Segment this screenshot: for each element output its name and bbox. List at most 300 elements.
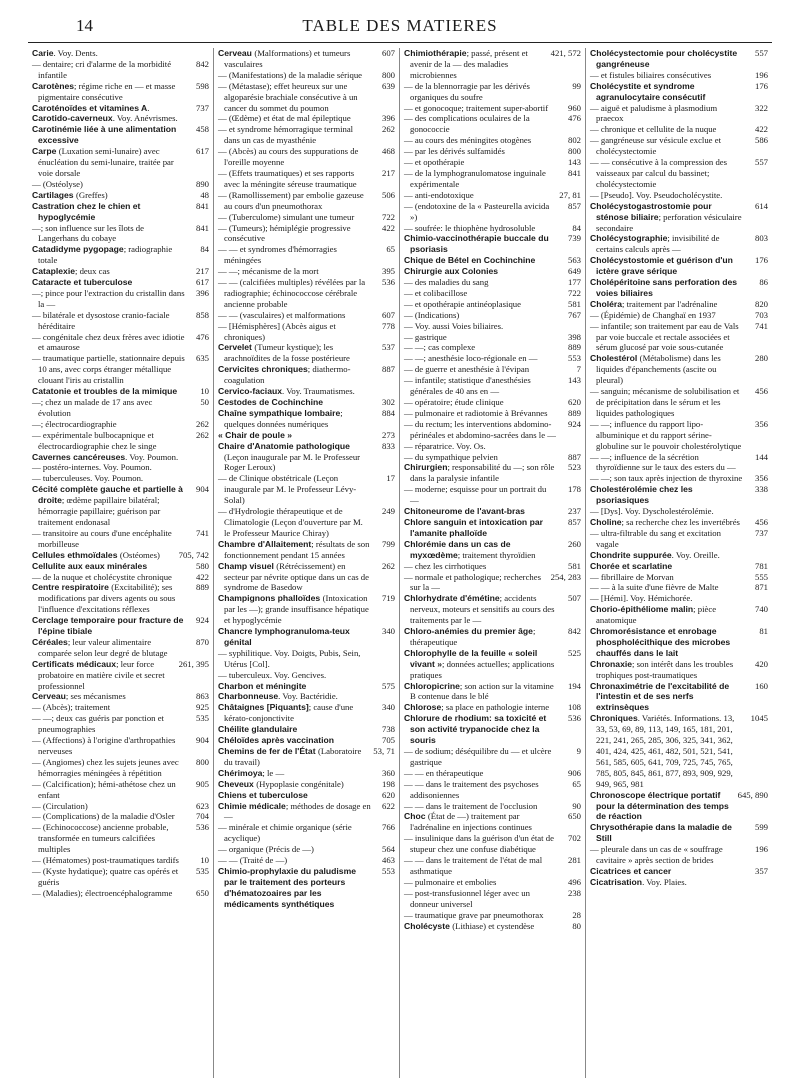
index-entry-text: Champ visuel (Rétrécissement) en secteur par névrite optique dans un cas de syndrome de Basedow <box>218 560 369 593</box>
index-entry-text: Cervelet (Tumeur kystique); les arachnoïdites de la fosse postérieure <box>218 342 350 364</box>
index-entry <box>590 299 768 310</box>
index-entry <box>32 124 209 146</box>
index-entry-page: 904 <box>195 484 209 495</box>
index-entry <box>32 397 209 419</box>
index-entry-text: Châtaignes [Piquants]; cause d'une kérato-conjonctivite <box>218 702 354 724</box>
index-entry <box>404 626 581 648</box>
index-entry-text: — [Dys]. Voy. Dyscholestérolémie. <box>590 506 714 517</box>
index-entry-text: Cerveau; ses mécanismes <box>32 691 126 702</box>
index-entry <box>404 921 581 932</box>
index-entry-page: 196 <box>754 844 768 855</box>
index-entry <box>32 550 209 561</box>
index-entry-text: — fibrillaire de Morvan <box>590 571 674 582</box>
index-entry-text: Chlore sanguin et intoxication par l'amanite phalloïde <box>404 516 543 538</box>
index-entry-text: Carie. Voy. Dents. <box>32 48 98 58</box>
index-entry-text: — des complications oculaires de la gonococcie <box>404 113 530 135</box>
index-entry-text: — — (calcifiées multiples) révélées par la radiographie; échinococcose cérébrale ancienne probable <box>218 277 366 309</box>
index-entry-text: Cerclage temporaire pour fracture de l'épine tibiale <box>32 615 184 637</box>
index-entry-page: 458 <box>195 124 209 135</box>
index-entry-page: 889 <box>567 407 581 418</box>
index-entry-text: — des maladies du sang <box>404 277 489 288</box>
index-entry-page: 586 <box>754 135 768 146</box>
index-entry-text: Carotinémie liée à une alimentation excessive <box>32 124 177 146</box>
index-entry-text: Chimie médicale; méthodes de dosage en — <box>218 800 371 822</box>
index-entry-page: 17 <box>386 473 395 484</box>
index-entry-text: Charbonneuse. Voy. Bactéridie. <box>218 691 338 702</box>
index-entry <box>32 310 209 332</box>
index-entry <box>404 419 581 441</box>
index-entry <box>404 321 581 332</box>
index-entry-text: Cholécystostomie et guérison d'un ictère grave sérique <box>590 255 733 277</box>
index-entry-text: Céréales; leur valeur alimentaire comparée selon leur degré de blutage <box>32 636 168 658</box>
index-entry <box>32 179 209 190</box>
index-entry <box>218 212 395 223</box>
index-entry-text: — — en thérapeutique <box>404 767 484 778</box>
index-entry-text: — et fistules biliaires consécutives <box>590 69 712 80</box>
index-entry <box>32 103 209 114</box>
index-entry-page: 507 <box>567 593 581 604</box>
index-entry-text: Cartilages (Greffes) <box>32 189 108 200</box>
index-entry-page: 607 <box>381 48 395 58</box>
index-entry-text: — — dans le traitement des psychoses addisoniennes <box>404 778 539 800</box>
index-entry <box>404 103 581 114</box>
index-entry <box>218 146 395 168</box>
index-entry-page: 857 <box>567 516 581 527</box>
index-entry-text: Cataplexie; deux cas <box>32 266 110 277</box>
index-entry <box>32 735 209 757</box>
index-entry-page: 778 <box>381 320 395 331</box>
index-entry <box>404 681 581 703</box>
index-entry-text: — soufrée: le thiophène hydrosoluble <box>404 222 536 233</box>
index-entry-text: — chronique et cellulite de la nuque <box>590 124 717 135</box>
index-entry-text: — —; influence de la sécrétion thyroïdienne sur le taux des esters du — <box>590 451 736 473</box>
index-entry <box>590 713 768 789</box>
index-entry-page: 194 <box>567 680 581 691</box>
index-entry <box>404 397 581 408</box>
index-entry-page: 704 <box>195 811 209 822</box>
index-entry <box>218 266 395 277</box>
index-entry-text: Choline; sa recherche chez les invertébrés <box>590 516 740 527</box>
index-entry <box>404 310 581 321</box>
index-entry <box>218 670 395 681</box>
index-entry <box>218 397 395 408</box>
index-entry <box>590 157 768 190</box>
index-entry <box>32 691 209 702</box>
index-entry-text: — —; anesthésie loco-régionale en — <box>404 353 538 364</box>
index-entry-page: 178 <box>567 484 581 495</box>
index-entry <box>590 593 768 604</box>
index-entry-text: Chorée et scarlatine <box>590 560 673 571</box>
index-entry <box>218 844 395 855</box>
index-entry <box>32 888 209 899</box>
index-entry <box>218 735 395 746</box>
index-entry <box>590 561 768 572</box>
index-entry-page: 614 <box>754 200 768 211</box>
index-entry <box>404 746 581 768</box>
index-entry-text: — insulinique dans la guérison d'un état de stupeur chez une confuse diabétique <box>404 833 554 855</box>
index-entry-text: — transitoire au cours d'une encéphalite morbilleuse <box>32 527 172 549</box>
index-entry <box>218 681 395 692</box>
index-entry-text: — aiguë et paludisme à plasmodium praecox <box>590 102 718 124</box>
index-entry-text: Chimiothérapie; passé, présent et avenir de la — des maladies microbiennes <box>404 48 528 80</box>
index-entry <box>404 190 581 201</box>
index-entry-page <box>185 48 209 59</box>
index-entry <box>32 81 209 103</box>
index-entry-text: Cellules ethmoïdales (Ostéomes) <box>32 549 160 560</box>
index-entry-page: 884 <box>381 407 395 418</box>
index-entry-page: 799 <box>381 538 395 549</box>
index-entry-text: —; pince pour l'extraction du cristallin dans la — <box>32 287 185 309</box>
index-entry-page: 340 <box>381 626 395 637</box>
index-entry-page: 650 <box>195 887 209 898</box>
index-entry <box>590 190 768 201</box>
index-entry-text: Chorio-épithéliome malin; pièce anatomique <box>590 604 717 626</box>
index-entry <box>590 604 768 626</box>
index-entry-page: 84 <box>572 222 581 233</box>
index-entry <box>218 223 395 245</box>
index-entry <box>590 419 768 452</box>
index-entry <box>404 713 581 746</box>
index-entry <box>32 430 209 452</box>
index-entry-text: — (Épidémie) de Changhaï en 1937 <box>590 309 716 320</box>
index-entry <box>590 790 768 823</box>
index-entry-page: 535 <box>195 865 209 876</box>
index-entry-text: — — et syndromes d'hémorragies méningées <box>218 244 337 266</box>
index-entry <box>218 855 395 866</box>
index-entry-text: Chiens et tuberculose <box>218 789 308 800</box>
index-entry <box>32 484 209 528</box>
index-entry-page: 925 <box>195 702 209 713</box>
index-entry-text: — de Clinique obstétricale (Leçon inaugurale par M. le Professeur Lévy-Solal) <box>218 473 357 506</box>
index-entry <box>404 201 581 223</box>
index-entry-text: Chlorose; sa place en pathologie interne <box>404 702 550 713</box>
index-entry-text: — —; influence du rapport lipo-albuminique et du rapport sérine-globuline sur le pouvoir cholestérolytique <box>590 418 742 451</box>
index-entry-page: 65 <box>386 244 395 255</box>
index-entry <box>590 255 768 277</box>
index-entry-page: 357 <box>754 865 768 876</box>
index-entry-text: Chroniques. Variétés. Informations. 13, 33, 53, 69, 89, 113, 149, 165, 181, 201, 221, 241, 265, 285, 306, 325, 341, 362, 401, 424, 425, 461, 482, 501, 521, 541, 561, 585, 605, 641, 709, 725, 745, 765, 785, 805, 845, 861, 877, 893, 909, 929, 949, 965, 981 <box>590 713 735 789</box>
index-entry-page: 535 <box>195 713 209 724</box>
index-entry <box>590 386 768 419</box>
index-entry <box>404 342 581 353</box>
index-entry <box>404 462 581 484</box>
index-entry-text: — par les dérivés sulfamidés <box>404 146 505 157</box>
index-entry-page: 456 <box>754 516 768 527</box>
index-entry-page: 421, 572 <box>550 48 581 58</box>
index-entry <box>404 299 581 310</box>
index-entry-text: — —; son taux après injection de thyroxine <box>590 473 743 484</box>
index-entry-page: 741 <box>754 320 768 331</box>
index-entry-page: 703 <box>754 309 768 320</box>
index-entry-text: Cervico-faciaux. Voy. Traumatismes. <box>218 386 355 397</box>
index-entry-page: 722 <box>381 211 395 222</box>
index-entry <box>404 539 581 561</box>
index-entry-text: Chérimoya; le — <box>218 767 285 778</box>
index-entry <box>218 113 395 124</box>
index-entry-text: Caroténoïdes et vitamines A. <box>32 102 150 113</box>
index-entry-text: — — (Traité de —) <box>218 855 288 866</box>
index-entry-page: 536 <box>381 277 395 288</box>
index-entry-page: 740 <box>754 604 768 615</box>
index-entry <box>32 48 209 59</box>
index-entry-page: 702 <box>567 833 581 844</box>
index-entry <box>32 419 209 430</box>
index-entry-text: — bilatérale et dysostose cranio-faciale héréditaire <box>32 309 170 331</box>
index-entry-page: 924 <box>195 615 209 626</box>
index-entry-page: 262 <box>195 429 209 440</box>
index-entry-page <box>557 321 581 332</box>
index-entry-text: — sanguin; mécanisme de solubilisation et de précipitation dans le sérum et les liquides pathologiques <box>590 386 740 418</box>
index-entry-text: Carotènes; régime riche en — et masse pigmentaire consécutive <box>32 80 176 102</box>
index-entry <box>218 124 395 146</box>
index-entry-page: 177 <box>567 277 581 288</box>
index-entry-page <box>557 441 581 452</box>
index-entry-text: Cataracte et tuberculose <box>32 277 133 288</box>
index-entry-page <box>185 113 209 124</box>
index-entry <box>590 517 768 528</box>
index-entry <box>404 441 581 452</box>
index-entry <box>218 539 395 561</box>
index-entry <box>590 506 768 517</box>
index-entry-text: Cholécystite et syndrome agranulocytaire consécutif <box>590 80 706 102</box>
index-entry <box>404 332 581 343</box>
index-entry <box>218 190 395 212</box>
index-entry-page <box>185 462 209 473</box>
index-entry-text: — traumatique grave par pneumothorax <box>404 909 544 920</box>
index-entry <box>590 135 768 157</box>
index-entry-page: 842 <box>195 58 209 69</box>
index-entry-text: Cavernes cancéreuses. Voy. Poumon. <box>32 451 179 462</box>
index-entry-text: Chéilite glandulaire <box>218 724 298 735</box>
index-entry-page: 719 <box>381 593 395 604</box>
index-entry-text: Carotido-caverneux. Voy. Anévrismes. <box>32 113 178 124</box>
index-entry-page: 803 <box>754 233 768 244</box>
index-entry <box>404 135 581 146</box>
index-entry-page: 506 <box>381 189 395 200</box>
index-entry-text: — au cours des méningites otogènes <box>404 135 532 146</box>
index-entry-page: 557 <box>754 48 768 58</box>
index-entry-text: — organique (Précis de —) <box>218 844 314 855</box>
index-entry <box>404 288 581 299</box>
index-entry-text: Cellulite aux eaux minérales <box>32 560 148 571</box>
index-entry-text: — (Complications) de la maladie d'Osler <box>32 811 175 822</box>
index-entry <box>32 615 209 637</box>
index-entry-page: 841 <box>567 167 581 178</box>
index-entry-page: 722 <box>567 287 581 298</box>
index-entry <box>590 277 768 299</box>
index-entry <box>218 70 395 81</box>
index-entry-text: Chambre d'Allaitement; résultats de son fonctionnement pendant 15 années <box>218 538 370 560</box>
index-entry-text: — — dans le traitement de l'état de mal asthmatique <box>404 855 543 876</box>
index-entry-page: 48 <box>200 189 209 200</box>
index-entry-page: 555 <box>754 571 768 582</box>
index-entry-page: 198 <box>381 778 395 789</box>
index-entry-text: — —; mécanisme de la mort <box>218 266 319 277</box>
index-entry <box>32 190 209 201</box>
index-entry-text: Cicatrisation. Voy. Plaies. <box>590 876 687 887</box>
index-entry <box>590 877 768 888</box>
index-entry <box>218 244 395 266</box>
index-entry-text: — post-transfusionnel léger avec un donneur universel <box>404 887 530 909</box>
index-entry-text: Cholépéritoine sans perforation des voies biliaires <box>590 277 738 298</box>
index-entry-page: 598 <box>195 80 209 91</box>
index-entry <box>218 866 395 910</box>
index-entry-page: 620 <box>567 397 581 407</box>
index-entry-page: 904 <box>195 735 209 746</box>
index-entry-text: — minérale et chimie organique (série acyclique) <box>218 822 352 844</box>
index-entry-page: 924 <box>567 418 581 429</box>
index-entry-text: Catadidyme pygopage; radiographie totale <box>32 244 173 266</box>
index-entry-page: 398 <box>567 331 581 342</box>
index-entry-page <box>371 648 395 670</box>
index-entry-page: 650 <box>567 811 581 822</box>
index-entry <box>590 473 768 484</box>
index-entry <box>32 353 209 386</box>
index-entry <box>218 790 395 801</box>
index-entry-page <box>185 452 209 463</box>
index-entry <box>218 561 395 594</box>
index-entry-page: 841 <box>195 200 209 211</box>
index-entry-page: 143 <box>567 375 581 386</box>
index-entry-page: 261, 395 <box>178 658 209 669</box>
index-entry <box>32 386 209 397</box>
index-entry-text: — congénitale chez deux frères avec idiotie et amaurose <box>32 331 185 353</box>
index-entry-text: — pleurale dans un cas de « souffrage cavitaire » après section de brides <box>590 844 723 866</box>
index-entry <box>32 713 209 735</box>
index-entry-text: — infantile; statistique d'anesthésies générales de 40 ans en — <box>404 375 531 397</box>
index-entry-text: Chirurgie aux Colonies <box>404 266 499 277</box>
index-entry-text: Chloropicrine; son action sur la vitamine B contenue dans le blé <box>404 680 554 702</box>
index-entry <box>218 430 395 441</box>
index-entry-page: 10 <box>200 855 209 866</box>
index-entry-page: 280 <box>754 353 768 364</box>
index-entry-text: — normale et pathologique; recherches sur la — <box>404 571 542 593</box>
index-entry <box>218 724 395 735</box>
index-entry-page: 705 <box>381 735 395 746</box>
index-entry <box>32 811 209 822</box>
index-entry-page: 581 <box>567 298 581 309</box>
index-entry-text: Chloro-anémies du premier âge; thérapeutique <box>404 626 536 647</box>
index-entry-text: — gastrique <box>404 331 447 342</box>
index-entry-text: Chimio-vaccinothérapie buccale du psoriasis <box>404 233 549 255</box>
index-entry-page: 262 <box>381 560 395 571</box>
index-entry <box>404 223 581 234</box>
index-entry-page: 160 <box>754 680 768 691</box>
index-entry-text: Chancre lymphogranuloma-teux génital <box>218 626 350 647</box>
index-entry <box>404 277 581 288</box>
index-entry-page: 196 <box>754 69 768 80</box>
index-entry-page: 960 <box>567 102 581 113</box>
index-entry-page: 537 <box>381 342 395 353</box>
index-entry-page: 738 <box>381 724 395 735</box>
index-entry <box>590 233 768 255</box>
index-entry-text: Chromorésistance et enrobage phospholécithique des microbes chauffés dans le lait <box>590 626 731 658</box>
index-entry-page: 143 <box>567 157 581 168</box>
index-entry <box>404 408 581 419</box>
index-entry <box>32 779 209 801</box>
index-entry-page: 27, 81 <box>559 189 581 200</box>
page-title: TABLE DES MATIERES <box>302 16 498 35</box>
index-entry-text: Cervicites chroniques; diathermo-coagulation <box>218 364 351 386</box>
index-entry-text: — d'Hydrologie thérapeutique et de Climatologie (Leçon d'ouverture par M. le Professeur Maurice Chiray) <box>218 506 363 538</box>
index-entry <box>404 146 581 157</box>
index-entry-page: 90 <box>572 800 581 811</box>
index-entry-text: — — dans le traitement de l'occlusion <box>404 800 538 811</box>
index-entry <box>32 561 209 572</box>
index-entry <box>590 582 768 593</box>
index-entry-text: — et opothérapie <box>404 157 465 168</box>
index-entry-text: Choléra; traitement par l'adrénaline <box>590 298 718 309</box>
index-entry-text: — du rectum; les interventions abdomino-périnéales et abdomino-sacrées dans le — <box>404 418 556 440</box>
page-number: 14 <box>76 16 93 35</box>
index-entry <box>404 877 581 888</box>
index-entry <box>404 572 581 594</box>
index-entry <box>590 528 768 550</box>
index-entry <box>590 572 768 583</box>
index-entry <box>218 168 395 190</box>
index-entry-page: 1045 <box>750 713 768 724</box>
index-entry-page: 340 <box>381 702 395 713</box>
index-entry <box>32 462 209 473</box>
index-entry-text: Cécité complète gauche et partielle à droite; œdème papillaire bilatéral; hémorragie papillaire; guérison par traitement endonasal <box>32 484 183 527</box>
index-entry-page: 217 <box>381 167 395 178</box>
index-entry <box>32 801 209 812</box>
index-entry-text: — (Tuberculome) simulant une tumeur <box>218 211 355 222</box>
index-entry-text: — Voy. aussi Voies biliaires. <box>404 320 504 331</box>
index-entry-text: — (Kyste hydatique); quatre cas opérés et guéris <box>32 865 179 887</box>
index-entry-text: — (Circulation) <box>32 800 88 811</box>
index-entry-text: « Chair de poule » <box>218 429 293 440</box>
index-entry-page: 564 <box>381 844 395 855</box>
index-entry <box>404 833 581 855</box>
index-entry <box>218 746 395 768</box>
index-entry-text: — (Ostéolyse) <box>32 178 83 189</box>
index-entry <box>32 266 209 277</box>
index-entry-text: — syphilitique. Voy. Doigts, Pubis, Sein, Utérus [Col]. <box>218 647 361 669</box>
index-entry-page: 254, 283 <box>550 571 581 582</box>
index-entry-page: 9 <box>576 746 581 756</box>
index-entry-page: 889 <box>567 342 581 353</box>
index-entry <box>32 528 209 550</box>
index-entry-text: — chez les cirrhotiques <box>404 560 487 571</box>
index-entry-text: Chlorémie dans un cas de myxœdème; traitement thyroïdien <box>404 538 536 560</box>
index-entry-page: 536 <box>567 713 581 724</box>
index-entry-text: — (Hématomes) post-traumatiques tardifs <box>32 855 179 866</box>
index-entry <box>404 266 581 277</box>
index-entry-page: 217 <box>195 266 209 277</box>
index-entry-text: — (endotoxine de la « Pasteurella avicida ») <box>404 200 550 222</box>
index-entry-page: 237 <box>567 506 581 517</box>
index-entry <box>218 441 395 474</box>
index-entry-text: — — à la suite d'une fièvre de Malte <box>590 582 719 593</box>
index-entry-page: 420 <box>754 658 768 669</box>
index-entry-page: 260 <box>567 538 581 549</box>
index-entry <box>218 779 395 790</box>
index-entry-text: Centre respiratoire (Excitabilité); ses modifications par divers agents ou sous l'influence d'excitations réflexes <box>32 582 176 615</box>
index-entry-page <box>185 473 209 484</box>
index-entry-page: 800 <box>567 146 581 157</box>
index-entry-text: — [Hémisphères] (Abcès aigus et chroniques) <box>218 320 336 342</box>
index-entry-page: 476 <box>195 331 209 342</box>
index-entry <box>32 473 209 484</box>
index-entry-page: 53, 71 <box>373 746 395 756</box>
index-entry-text: Chrysothérapie dans la maladie de Still <box>590 822 732 844</box>
index-entry <box>404 255 581 266</box>
index-entry-text: Chlorophylle de la feuille « soleil vivant »; données actuelles; applications pratiques <box>404 647 555 680</box>
index-entry-text: — (Affections) à l'origine d'arthropathies nerveuses <box>32 735 176 756</box>
index-entry-text: — (Indications) <box>404 309 460 320</box>
index-entry-page: 84 <box>200 244 209 255</box>
